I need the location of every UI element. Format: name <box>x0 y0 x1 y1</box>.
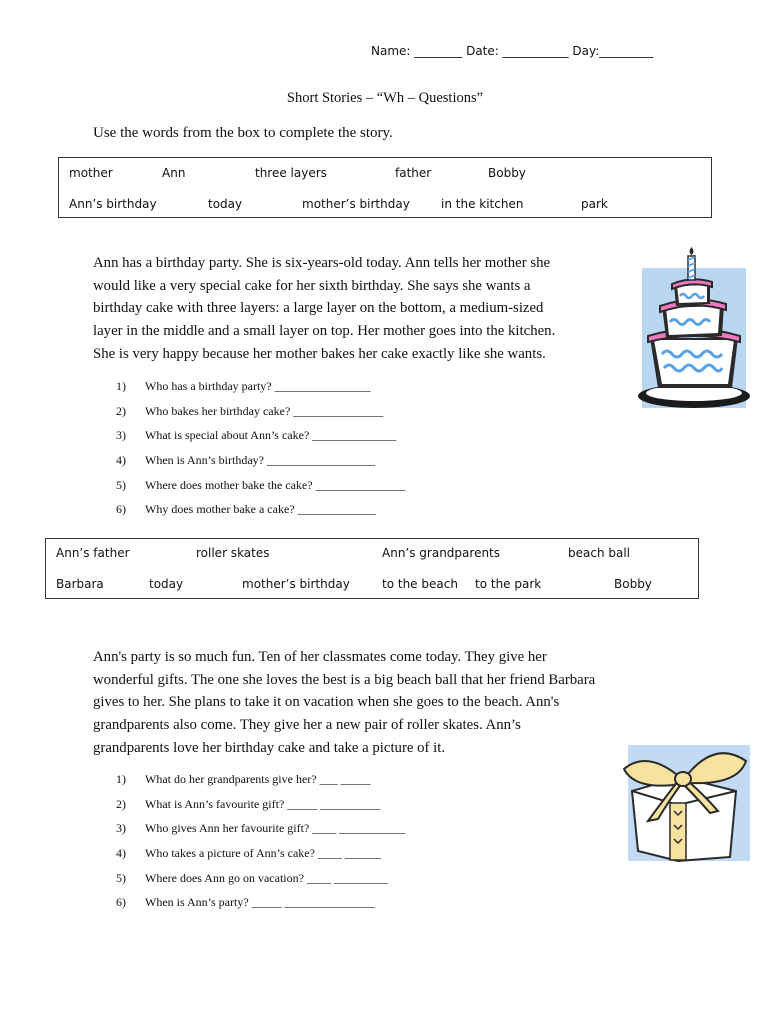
story-1-line: would like a very special cake for her sixth birthday. She says she wants a <box>93 277 531 294</box>
question-item <box>102 895 522 920</box>
question-number: 4) <box>116 846 126 861</box>
word-box-1-item: Ann <box>162 166 186 180</box>
word-box-2-item: to the beach <box>382 577 458 591</box>
question-text: Who takes a picture of Ann’s cake? ____ ______ <box>145 846 381 861</box>
word-box-1-item: Bobby <box>488 166 526 180</box>
word-box-2-item: today <box>149 577 184 591</box>
question-number: 5) <box>116 870 126 885</box>
word-box-2-item: to the park <box>475 577 542 591</box>
word-box-2-item: mother’s birthday <box>242 577 350 591</box>
question-text: When is Ann’s birthday? __________________ <box>145 453 375 468</box>
question-item <box>102 797 522 822</box>
question-number: 1) <box>116 772 126 786</box>
story-2-line: gives to her. She plans to take it on vacation when she goes to the beach. Ann's <box>93 694 560 711</box>
question-item <box>102 772 522 797</box>
instructions: Use the words from the box to complete the story. <box>93 125 393 141</box>
word-box-2 <box>45 538 699 599</box>
worksheet-title: Short Stories – “Wh – Questions” <box>286 90 484 106</box>
question-item <box>102 502 522 527</box>
question-text: Why does mother bake a cake? _____________ <box>145 502 376 517</box>
word-box-1 <box>58 157 712 218</box>
story-1-line: layer in the middle and a small layer on top. Her mother goes into the kitchen. <box>93 323 556 340</box>
word-box-2-item: beach ball <box>568 546 631 560</box>
question-item <box>102 379 522 404</box>
word-box-1-item: in the kitchen <box>441 197 524 211</box>
question-text: What is special about Ann’s cake? ______________ <box>145 428 397 443</box>
question-text: Who bakes her birthday cake? _______________ <box>145 403 384 418</box>
question-text: Who has a birthday party? ________________ <box>145 379 371 393</box>
story-2-line: Ann's party is so much fun. Ten of her classmates come today. They give her <box>93 649 547 665</box>
question-item <box>102 871 522 896</box>
name-date-day-line: Name: ________ Date: ___________ Day:_________ <box>371 44 654 58</box>
question-text: Where does mother bake the cake? _______________ <box>145 477 406 492</box>
question-item <box>102 478 522 503</box>
question-number: 2) <box>116 403 126 418</box>
question-text: What do her grandparents give her? ___ _____ <box>145 772 371 786</box>
question-number: 2) <box>116 796 126 811</box>
question-item <box>102 453 522 478</box>
questions-2 <box>102 772 522 920</box>
question-text: Where does Ann go on vacation? ____ _________ <box>145 870 388 885</box>
question-number: 3) <box>116 428 126 443</box>
word-box-1-item: today <box>208 197 243 211</box>
word-box-1-item: mother <box>69 166 113 180</box>
questions-1 <box>102 379 522 527</box>
birthday-cake-clipart <box>636 246 750 412</box>
story-2-line: wonderful gifts. The one she loves the best is a big beach ball that her friend Barbara <box>93 671 596 688</box>
question-item <box>102 428 522 453</box>
story-2-line: grandparents love her birthday cake and take a picture of it. <box>93 739 446 756</box>
story-2-line: grandparents also come. They give her a new pair of roller skates. Ann’s <box>93 717 521 734</box>
story-1 <box>93 252 555 366</box>
question-number: 1) <box>116 379 126 393</box>
word-box-1-item: mother’s birthday <box>302 197 410 211</box>
word-box-2-item: Barbara <box>56 577 104 591</box>
word-box-1-item: park <box>581 197 608 211</box>
word-box-2-item: Bobby <box>614 577 652 591</box>
word-box-2-item: Ann’s father <box>56 546 130 560</box>
question-number: 4) <box>116 453 126 468</box>
question-text: What is Ann’s favourite gift? _____ __________ <box>145 796 381 811</box>
gift-box-clipart <box>612 739 754 863</box>
question-item <box>102 821 522 846</box>
question-number: 5) <box>116 477 126 492</box>
word-box-1-item: father <box>395 166 432 180</box>
question-text: When is Ann’s party? _____ _______________ <box>145 895 375 910</box>
question-number: 6) <box>116 502 126 517</box>
question-item <box>102 404 522 429</box>
story-1-line: She is very happy because her mother bakes her cake exactly like she wants. <box>93 345 546 362</box>
question-item <box>102 846 522 871</box>
question-number: 6) <box>116 895 126 910</box>
word-box-1-item: three layers <box>255 166 327 180</box>
word-box-2-item: Ann’s grandparents <box>382 546 501 560</box>
question-text: Who gives Ann her favourite gift? ____ ___________ <box>145 821 406 836</box>
word-box-2-item: roller skates <box>196 546 270 560</box>
story-1-line: Ann has a birthday party. She is six-years-old today. Ann tells her mother she <box>93 255 551 271</box>
question-number: 3) <box>116 821 126 836</box>
word-box-1-item: Ann’s birthday <box>69 197 157 211</box>
story-1-line: birthday cake with three layers: a large layer on the bottom, a medium-sized <box>93 300 544 317</box>
story-2 <box>93 646 595 760</box>
